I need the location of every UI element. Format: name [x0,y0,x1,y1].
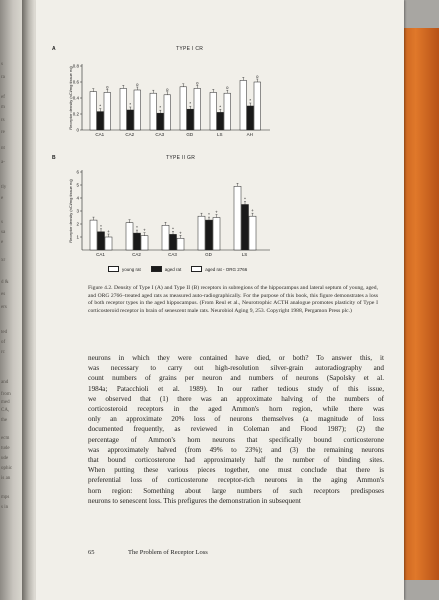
facing-page-fragment: ra [1,75,5,80]
y-tick-label: 5 [76,182,79,188]
facing-page-fragment: a- [1,160,5,165]
figure-caption: Figure 4.2. Density of Type I (A) and Type II (B) receptors in subregions of the hippocampus and lateral septum of young, aged, and ORG 2766–treated aged rats as measured auto-radiographically. For the purpose of this book, this figure demonstrates a loss of both receptor types in the aged hippocampus. (From Reul et al., Neurotrophic ACTH analogue promotes plasticity of Type I corticosteroid receptor in brain of senescent male rats. Neurobiol Aging 9, 253. Copyright 1988, Pergamon Press plc.) [88,285,378,315]
facing-page-fragment: the [1,418,8,423]
bar [90,220,97,250]
body-line: neurons in which they were contained have died, or both? To answer this, it [88,354,384,362]
bar [198,216,205,250]
bar [210,92,217,130]
facing-page-fragment: mps [1,495,10,500]
facing-page-fragment: xr [1,258,6,263]
facing-page-fragment: e [1,240,4,245]
body-line: preferential loss of corticosterone receptor-rich neurons in the aging Ammon's [88,476,384,485]
y-tick-label: 0.8 [72,63,79,69]
bar [104,92,111,130]
x-tick-label: AH [246,132,253,137]
bar [234,186,241,250]
bar [134,90,141,130]
facing-page-fragment: d & [1,280,9,285]
facing-page-fragment: ecm [1,436,10,441]
bar [187,109,194,130]
chart-legend [108,266,247,272]
bar [90,92,97,130]
bar [213,218,220,251]
bar [120,88,127,130]
facing-page-fragment: tude [1,446,10,451]
facing-page-fragment: s [1,220,3,225]
significance-marker: o [135,82,139,87]
significance-marker: * [244,196,246,202]
bar [240,80,247,130]
significance-marker: o [195,80,199,86]
x-tick-label: LS [216,132,223,137]
facing-page-fragment: rs [1,118,5,123]
x-tick-label: CA3 [155,132,165,137]
body-line: neurons to senescent loss. This prefigures the demonstration in subsequent [88,496,301,505]
body-line: When putting these various pieces together, one must conclude that there is [88,466,384,475]
y-tick-label: 6 [76,169,79,175]
panel-a-title: TYPE I CR [176,46,204,52]
body-line: corticosteroid receptors in the aged Ammon's horn region, while there was [88,405,384,414]
bar [97,112,104,130]
facing-page-fragment: ef [1,95,5,100]
y-tick-label: 4 [76,195,79,201]
body-line: horn region: Something about large numbers of such receptors predisposes [88,486,384,495]
x-tick-label: GD [205,252,212,257]
significance-marker: o [165,86,169,92]
bar [224,93,231,130]
legend-swatch-aged-org [191,266,202,272]
facing-page-fragment: ers [1,305,7,310]
significance-marker: * [129,102,132,107]
bar [170,234,177,250]
legend-swatch-young [108,266,119,272]
facing-page-fragment: e [1,196,4,201]
body-line: was necessary to carry out high-resolution silver-grain autoradiography and [88,364,384,373]
legend-item-young [108,266,141,272]
facing-page-fragment: ude [1,456,9,461]
body-line: we observed that (1) there was an approximate halving of the numbers of [88,394,384,403]
bar [105,237,112,250]
y-tick-label: 0.4 [72,95,79,101]
significance-marker: + [215,209,218,215]
body-line: percentage of Ammon's horn neurons that specifically bound corticosterone [88,435,384,444]
body-line: was approximately halved (from 49% to 23%); and (3) the remaining neurons [88,445,384,454]
bar [217,112,224,130]
page-number: 65 [88,549,95,556]
panel-b-label: B [52,155,56,161]
panel-a-label: A [52,46,56,52]
bar [127,110,134,130]
bar [247,106,254,130]
x-tick-label: CA1 [95,132,105,137]
y-tick-label: 2 [76,221,79,227]
legend-label-young: young rat [122,266,141,272]
significance-marker: * [100,223,102,229]
significance-marker: + [143,227,146,233]
significance-marker: * [249,98,252,103]
bar [157,113,164,130]
facing-page-fragment: re [1,130,5,135]
x-tick-label: CA2 [132,252,141,257]
x-tick-label: CA1 [96,252,105,257]
significance-marker: * [219,104,222,110]
facing-page-fragment: of [1,340,6,345]
facing-page-fragment: CA, [1,408,10,413]
facing-page-fragment: s [1,62,3,67]
facing-page-fragment: and [1,380,9,385]
bar [162,225,169,250]
bar [141,236,148,250]
book-page [36,0,404,600]
bar [164,95,171,130]
facing-page-fragment: tly [1,185,7,190]
legend-swatch-aged [151,266,162,272]
bar [180,87,187,130]
facing-page-fragment: med [1,400,10,405]
x-tick-label: GD [186,132,194,137]
significance-marker: + [251,208,254,214]
body-line: documented frequently, as reviewed in Coleman and Flood 1987); (2) the [88,425,384,434]
significance-marker: + [107,229,110,234]
x-tick-label: CA2 [125,132,135,137]
significance-marker: o [225,85,229,91]
facing-page-fragment: es [1,292,6,297]
facing-page-fragment: s in [1,505,9,510]
bar [242,205,249,251]
y-tick-label: 1 [76,234,79,240]
facing-page-fragment: sa [1,230,6,235]
significance-marker: * [208,212,210,218]
body-line: 1984a; Patacchioli et al. 1989). In our rather tedious study of this issue, [88,384,384,393]
bar [177,238,184,250]
facing-page-fragment: ted [1,330,8,335]
bar [254,82,261,130]
facing-page-fragment: m [1,105,5,110]
x-tick-label: CA3 [168,252,177,257]
facing-page-edge [0,0,22,600]
legend-item-aged [151,266,182,272]
chart-type-ii-gr [38,162,278,262]
y-tick-label: 0.6 [72,79,79,85]
body-line: only an approximate 20% loss of neurons themselves (a magnitude of loss [88,415,384,424]
book-gutter [22,0,36,600]
running-title: The Problem of Receptor Loss [128,549,208,556]
bar [150,93,157,130]
significance-marker: + [179,230,182,236]
body-line: count numbers of grains per neuron and numbers of neurons (Sapolsky et al. [88,374,384,383]
facing-page-fragment: is an [1,476,11,481]
legend-label-aged: aged rat [164,266,182,272]
bar [126,223,133,250]
facing-page-fragment: rc [1,350,5,355]
chart-type-i-cr [38,52,278,144]
y-axis-label: Receptor density (nCi/mg tissue eq) [68,66,73,130]
bar [98,232,105,250]
y-tick-label: 3 [76,208,79,214]
x-tick-label: LS [241,252,248,257]
bar [134,233,141,250]
panel-b-title: TYPE II GR [166,155,196,161]
y-tick-label: 0.2 [72,111,79,117]
bar [194,88,201,130]
significance-marker: * [99,103,102,109]
bar [206,220,213,250]
body-line: that bound corticosterone had approximately half the number of binding sites. [88,456,384,465]
significance-marker: o [255,74,259,79]
facing-page-fragment: from [1,392,11,397]
legend-item-aged-org [191,266,247,272]
y-tick-label: 0 [76,127,79,133]
book-cover-edge [400,28,439,580]
y-axis-label: Receptor density (nCi/mg tissue eq) [68,179,73,243]
body-paragraph [88,353,384,506]
significance-marker: * [159,105,162,111]
facing-page-fragment: ophic [1,466,13,471]
legend-label-aged-org: aged rat - ORG 2766 [205,266,248,272]
bar [249,216,256,250]
significance-marker: * [189,101,192,107]
facing-page-fragment: nt [1,146,5,151]
significance-marker: * [172,226,174,232]
significance-marker: o [105,84,109,90]
significance-marker: * [136,225,138,231]
